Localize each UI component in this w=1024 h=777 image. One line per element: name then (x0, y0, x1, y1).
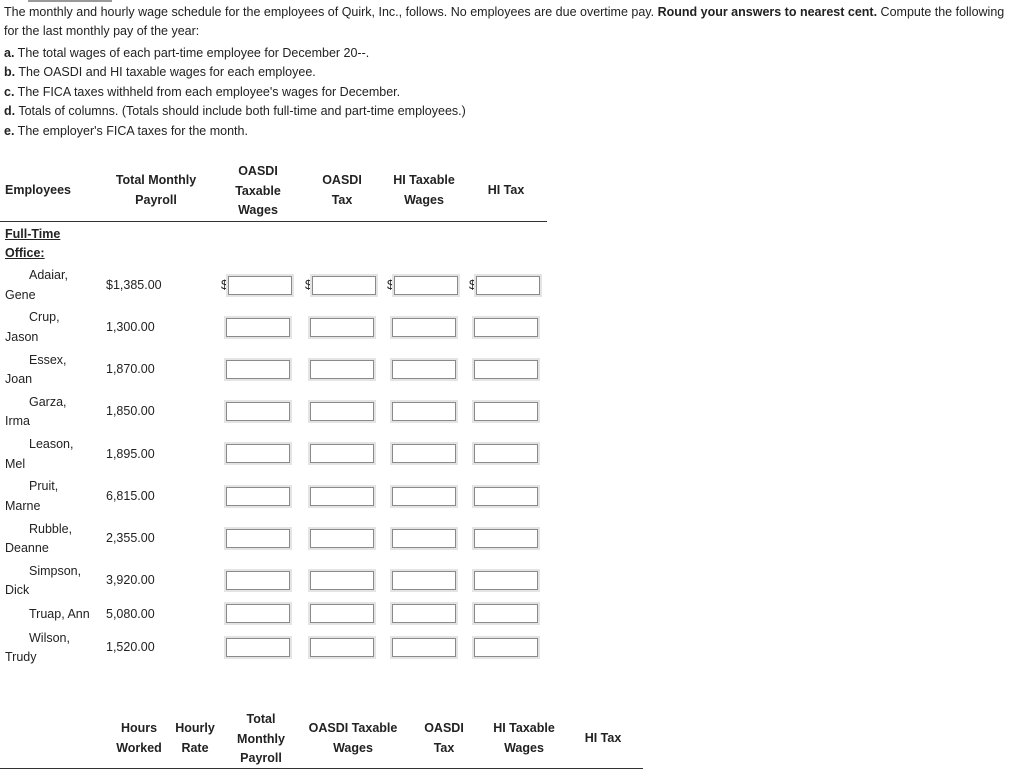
employee-second-line: Jason (5, 330, 39, 344)
oasdi-tax-input[interactable] (310, 360, 374, 379)
header-hi-tax: HI Tax (487, 183, 525, 197)
header-hi-taxable-wages: HI Taxable Wages (493, 721, 555, 755)
header-hi-tax: HI Tax (584, 731, 622, 745)
employee-first-line: Essex, (29, 353, 67, 367)
employee-first-line: Simpson, (29, 564, 82, 578)
hi-tax-input[interactable] (474, 529, 538, 548)
requirements-list (4, 44, 466, 141)
intro-text-end: Compute the following for the last monthly pay of the year: (4, 5, 1005, 38)
employee-second-line: Joan (5, 372, 33, 386)
header-rule (0, 221, 547, 222)
header-oasdi-taxable-wages: OASDI Taxable Wages (308, 721, 398, 755)
hi-taxable-wages-input[interactable] (394, 276, 458, 295)
employee-first-line: Leason, (29, 437, 74, 451)
oasdi-taxable-wages-input[interactable] (226, 318, 290, 337)
oasdi-tax-input[interactable] (310, 571, 374, 590)
header-hourly-rate: Hourly Rate (175, 721, 215, 755)
header-total-monthly-payroll: Total Monthly Payroll (115, 173, 197, 207)
oasdi-taxable-wages-input[interactable] (228, 276, 292, 295)
oasdi-tax-input[interactable] (310, 638, 374, 657)
top-divider (28, 0, 112, 2)
oasdi-tax-input[interactable] (310, 444, 374, 463)
oasdi-tax-input[interactable] (312, 276, 376, 295)
requirement-b: b. The OASDI and HI taxable wages for each employee. (4, 65, 316, 80)
oasdi-taxable-wages-input[interactable] (226, 402, 290, 421)
hi-taxable-wages-input[interactable] (392, 444, 456, 463)
hi-tax-input[interactable] (474, 571, 538, 590)
dollar-sign: $ (469, 278, 476, 292)
oasdi-taxable-wages-input[interactable] (226, 444, 290, 463)
dollar-sign: $ (305, 278, 312, 292)
dollar-sign: $ (221, 278, 228, 292)
oasdi-taxable-wages-input[interactable] (226, 571, 290, 590)
header-total-monthly-payroll: Total Monthly Payroll (237, 712, 285, 765)
oasdi-tax-input[interactable] (310, 487, 374, 506)
header-oasdi-tax: OASDI Tax (322, 173, 362, 207)
intro-text: The monthly and hourly wage schedule for the employees of Quirk, Inc., follows. No employees are due overtime pay. (4, 5, 658, 19)
employee-second-line: Gene (5, 288, 36, 302)
hi-tax-input[interactable] (474, 402, 538, 421)
hi-taxable-wages-input[interactable] (392, 604, 456, 623)
oasdi-tax-input[interactable] (310, 318, 374, 337)
hi-taxable-wages-input[interactable] (392, 487, 456, 506)
oasdi-taxable-wages-input[interactable] (226, 487, 290, 506)
oasdi-tax-input[interactable] (310, 529, 374, 548)
oasdi-taxable-wages-input[interactable] (226, 529, 290, 548)
employee-second-line: Deanne (5, 541, 49, 555)
requirement-a: a. The total wages of each part-time employee for December 20--. (4, 46, 370, 60)
requirement-d: d. Totals of columns. (Totals should include both full-time and part-time employees.) (4, 104, 466, 119)
oasdi-taxable-wages-input[interactable] (226, 638, 290, 657)
header-employees: Employees (5, 183, 72, 197)
hi-tax-input[interactable] (474, 318, 538, 337)
employee-second-line: Trudy (5, 650, 37, 664)
employee-first-line: Wilson, (29, 631, 70, 645)
rounding-note: Round your answers to nearest cent. (657, 5, 878, 19)
header-oasdi-taxable-wages: OASDI Taxable Wages (235, 164, 281, 217)
oasdi-taxable-wages-input[interactable] (226, 360, 290, 379)
employee-first-line: Adaiar, (29, 268, 68, 282)
employee-first-line: Pruit, (29, 479, 59, 493)
header-hi-taxable-wages: HI Taxable Wages (393, 173, 455, 207)
employee-second-line: Marne (5, 499, 41, 513)
employee-second-line: Irma (5, 414, 30, 428)
requirement-c: c. The FICA taxes withheld from each employee's wages for December. (4, 84, 401, 99)
hi-taxable-wages-input[interactable] (392, 529, 456, 548)
hi-tax-input[interactable] (474, 360, 538, 379)
oasdi-tax-input[interactable] (310, 402, 374, 421)
total-monthly-payroll: 3,920.00 (106, 573, 155, 587)
requirement-e: e. The employer's FICA taxes for the month. (4, 123, 248, 138)
total-monthly-payroll: 1,850.00 (106, 404, 155, 418)
dollar-sign: $ (387, 278, 394, 292)
hi-taxable-wages-input[interactable] (392, 318, 456, 337)
total-monthly-payroll: $1,385.00 (106, 278, 162, 292)
hi-taxable-wages-input[interactable] (392, 402, 456, 421)
hi-tax-input[interactable] (474, 604, 538, 623)
hi-taxable-wages-input[interactable] (392, 360, 456, 379)
employee-first-line: Garza, (29, 395, 67, 409)
employee-second-line: Mel (5, 457, 26, 471)
employee-first-line: Truap, Ann (29, 607, 90, 621)
hi-tax-input[interactable] (474, 444, 538, 463)
section-full-time: Full-Time (5, 227, 61, 241)
total-monthly-payroll: 1,895.00 (106, 447, 155, 461)
total-monthly-payroll: 6,815.00 (106, 489, 155, 503)
oasdi-tax-input[interactable] (310, 604, 374, 623)
problem-intro (4, 3, 1018, 41)
hi-taxable-wages-input[interactable] (392, 638, 456, 657)
total-monthly-payroll: 2,355.00 (106, 531, 155, 545)
header-hours-worked: Hours Worked (116, 721, 162, 755)
hi-tax-input[interactable] (476, 276, 540, 295)
section-office: Office: (5, 246, 45, 260)
header-oasdi-tax: OASDI Tax (424, 721, 464, 755)
total-monthly-payroll: 1,300.00 (106, 320, 155, 334)
total-monthly-payroll: 1,870.00 (106, 362, 155, 376)
hi-taxable-wages-input[interactable] (392, 571, 456, 590)
hi-tax-input[interactable] (474, 638, 538, 657)
total-monthly-payroll: 5,080.00 (106, 607, 155, 621)
oasdi-taxable-wages-input[interactable] (226, 604, 290, 623)
header-rule (0, 768, 643, 769)
hi-tax-input[interactable] (474, 487, 538, 506)
total-monthly-payroll: 1,520.00 (106, 640, 155, 654)
employee-second-line: Dick (5, 583, 30, 597)
employee-first-line: Rubble, (29, 522, 73, 536)
employee-first-line: Crup, (29, 310, 60, 324)
